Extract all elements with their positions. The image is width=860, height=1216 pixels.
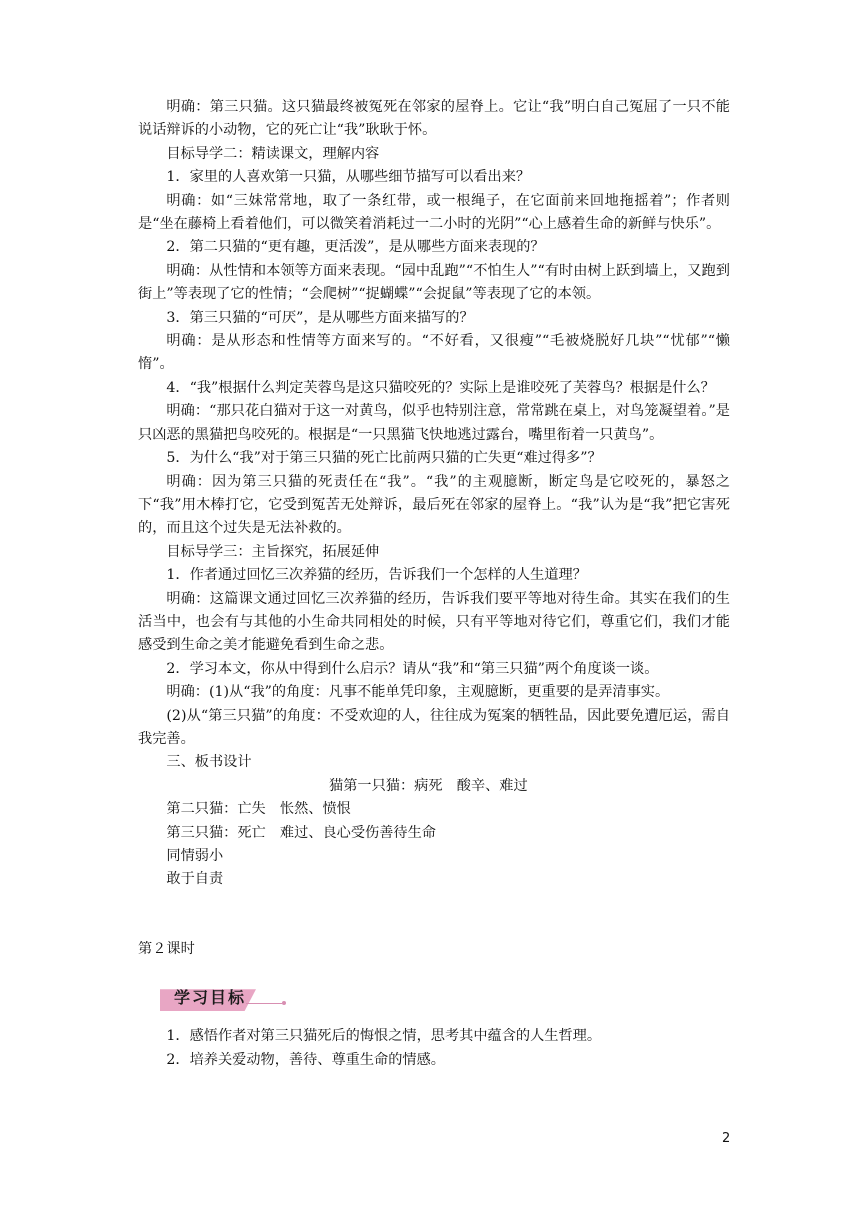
section-heading: 目标导学二：精读课文，理解内容 [166,145,380,162]
board-line: 第二只猫：亡失 怅然、愤恨 [166,801,351,818]
question: 5．为什么“我”对于第三只猫的死亡比前两只猫的亡失更“难过得多”？ [166,450,602,467]
goal-item: 2．培养关爱动物，善待、尊重生命的情感。 [166,1051,445,1068]
question: 1．家里的人喜欢第一只猫，从哪些细节描写可以看出来？ [166,169,531,186]
goal-item: 1．感悟作者对第三只猫死后的悔恨之情，思考其中蕴含的人生哲理。 [166,1028,602,1045]
answer: 明确：如“三妹常常地，取了一条红带，或一根绳子，在它面前来回地拖摇着”；作者则是“坐在藤椅上看着他们，可以微笑着消耗过一二小时的光阴”“心上感着生命的新鲜与快乐”。 [138,192,730,233]
body-text [138,96,730,1072]
answer: (2)从“第三只猫”的角度：不受欢迎的人，往往成为冤案的牺牲品，因此要免遭厄运，需自我完善。 [138,707,730,747]
question: 4．“我”根据什么判定芙蓉鸟是这只猫咬死的？实际上是谁咬死了芙蓉鸟？根据是什么？ [166,379,715,396]
section-heading: 目标导学三：主旨探究，拓展延伸 [166,543,380,560]
board-title: 猫第一只猫：病死 酸辛、难过 [329,777,528,794]
section-heading: 三、板书设计 [166,754,252,771]
question: 3．第三只猫的“可厌”，是从哪些方面来描写的？ [166,309,474,326]
board-line: 敢于自责 [166,871,224,888]
answer: 明确：这篇课文通过回忆三次养猫的经历，告诉我们要平等地对待生命。其实在我们的生活当中，也会有与其他的小生命共同相处的时候，只有平等地对待它们，尊重它们，我们才能感受到生命之美才能避免看到生命之悲。 [138,590,730,654]
question: 2．学习本文，你从中得到什么启示？请从“我”和“第三只猫”两个角度谈一谈。 [166,660,659,677]
answer: 明确：“那只花白猫对于这一对黄鸟，似乎也特别注意，常常跳在桌上，对鸟笼凝望着。”是只凶恶的黑猫把鸟咬死的。根据是“一只黑猫飞快地逃过露台，嘴里衔着一只黄鸟”。 [138,403,730,443]
board-line: 同情弱小 [166,848,224,864]
answer: 明确：是从形态和性情等方面来写的。“不好看，又很瘦”“毛被烧脱好几块”“忧郁”“懒惰”。 [138,333,730,373]
answer: 明确：(1)从“我”的角度：凡事不能单凭印象，主观臆断，更重要的是弄清事实。 [166,684,670,701]
learning-goals-banner [160,983,290,1013]
answer: 明确：从性情和本领等方面来表现。“园中乱跑”“不怕生人”“有时由树上跃到墙上，又跑到街上”等表现了它的性情；“会爬树”“捉蝴蝶”“会捉鼠”等表现了它的本领。 [138,262,730,303]
banner-title: 学习目标 [174,988,247,1008]
question: 2．第二只猫的“更有趣，更活泼”，是从哪些方面来表现的？ [166,239,545,256]
page-number: 2 [722,1131,731,1146]
paragraph: 明确：第三只猫。这只猫最终被冤死在邻家的屋脊上。它让“我”明白自己冤屈了一只不能说话辩诉的小动物，它的死亡让“我”耿耿于怀。 [138,99,730,139]
answer: 明确：因为第三只猫的死责任在“我”。“我”的主观臆断，断定鸟是它咬死的，暴怒之下“我”用木棒打它，它受到冤苦无处辩诉，最后死在邻家的屋脊上。“我”认为是“我”把它害死的，而且这个过失是无法补救的。 [138,473,730,537]
board-line: 第三只猫：死亡 难过、良心受伤善待生命 [166,824,436,841]
lesson-label: 第２课时 [138,940,195,957]
question: 1．作者通过回忆三次养猫的经历，告诉我们一个怎样的人生道理？ [166,567,587,584]
